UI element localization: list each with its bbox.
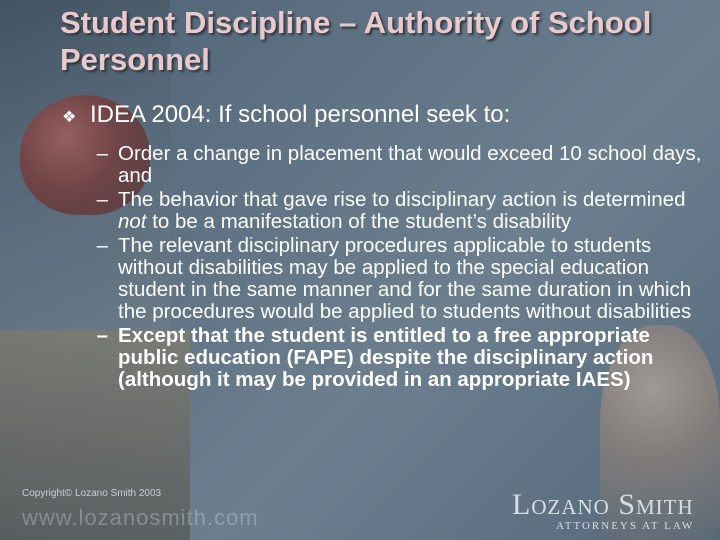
text-run: The behavior that gave rise to disciplinary action is determined bbox=[118, 188, 686, 211]
sub-bullet-text bbox=[118, 325, 702, 391]
sub-bullet-item bbox=[62, 325, 702, 391]
sub-bullet-list bbox=[62, 143, 702, 391]
firm-logo: Lozano Smith bbox=[512, 488, 694, 521]
slide-title: Student Discipline – Authority of School Personnel bbox=[60, 5, 652, 77]
copyright-text: Copyright© Lozano Smith 2003 bbox=[22, 488, 162, 499]
v-diamond-bullet-icon: ❖ bbox=[62, 109, 77, 126]
main-bullet bbox=[62, 100, 702, 133]
main-bullet-text: IDEA 2004: If school personnel seek to: bbox=[90, 101, 511, 128]
dash-bullet: – bbox=[96, 188, 108, 211]
firm-logo-tagline: ATTORNEYS AT LAW bbox=[556, 520, 695, 532]
sub-bullet-item bbox=[62, 189, 702, 233]
website-url: www.lozanosmith.com bbox=[22, 505, 259, 530]
sub-bullet-text bbox=[118, 143, 702, 187]
dash-bullet: – bbox=[96, 142, 108, 165]
text-run: The relevant disciplinary procedures applicable to students without disabilities may be applied to the special education student in the same manner and for the same duration in which the procedures would be applied to students without disabilities bbox=[118, 234, 692, 323]
text-run: to be a manifestation of the student’s disability bbox=[146, 210, 572, 233]
dash-bullet: – bbox=[96, 324, 108, 347]
text-run: Order a change in placement that would exceed 10 school days, and bbox=[118, 142, 702, 187]
dash-bullet: – bbox=[96, 234, 108, 257]
emphasis-text: not bbox=[118, 210, 147, 233]
slide-content bbox=[62, 100, 702, 393]
sub-bullet-item bbox=[62, 235, 702, 323]
sub-bullet-item bbox=[62, 143, 702, 187]
sub-bullet-text bbox=[118, 235, 702, 323]
sub-bullet-text bbox=[118, 189, 702, 233]
text-run: Except that the student is entitled to a free appropriate public education (FAPE) despite the disciplinary action (although it may be provided in an appropriate IAES) bbox=[118, 324, 654, 391]
